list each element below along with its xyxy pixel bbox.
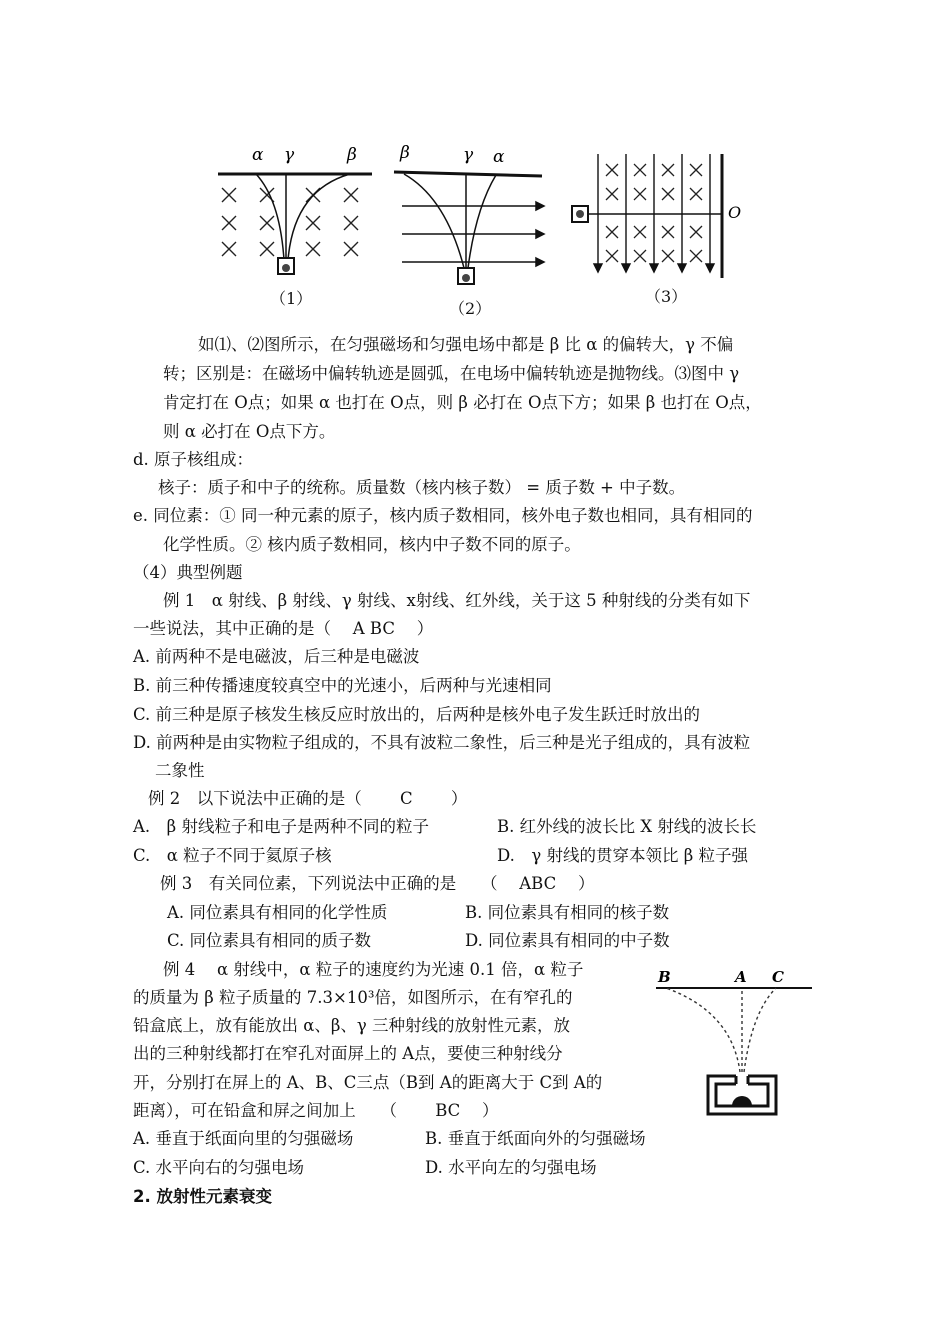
example-4-line-4: 出的三种射线都打在窄孔对面屏上的 A点，要使三种射线分 [133,1044,563,1063]
fig4-radioactive-source [732,1096,752,1106]
fig2-ray-tracks [404,174,496,268]
example-4-option-b: B. 垂直于纸面向外的匀强磁场 [425,1129,646,1148]
fig3-source [576,210,584,218]
example-2-option-d: D. γ 射线的贯穿本领比 β 粒子强 [497,846,749,865]
example-1-option-d-line-2: 二象性 [155,761,205,780]
example-4-line-6: 距离），可在铅盒和屏之间加上 （ BC ） [133,1101,499,1120]
section-2-heading: 2. 放射性元素衰变 [133,1187,272,1206]
fig1-source [282,264,290,272]
example-4-option-c: C. 水平向右的匀强电场 [133,1158,305,1177]
section-e-line-1: e. 同位素：① 同一种元素的原子，核内质子数相同，核外电子数也相同，具有相同的 [133,506,753,525]
para-figures-line-4: 则 α 必打在 O点下方。 [163,422,336,441]
fig1-ray-tracks [256,174,350,260]
fig1-label-beta: β [347,145,357,165]
fig2-label-alpha: α [493,147,505,167]
para-figures-line-3: 肯定打在 O点；如果 α 也打在 O点，则 β 必打在 O点下方；如果 β 也打在 O点， [163,393,762,412]
fig3-caption: （3） [645,287,688,306]
figure-1-magnetic-field [210,140,380,285]
fig4-ray-tracks [666,988,776,1072]
example-4-option-a: A. 垂直于纸面向里的匀强磁场 [133,1129,354,1148]
fig3-field-lines [594,154,714,272]
fig3-point-o: O [728,203,742,222]
fig4-lead-box-outer [708,1076,776,1114]
example-1-option-a: A. 前两种不是电磁波，后三种是电磁波 [133,647,420,666]
example-1-line-2: 一些说法，其中正确的是（ A BC ） [133,619,434,638]
section-d-heading: d. 原子核组成： [133,450,254,469]
example-2-heading: 例 2 以下说法中正确的是（ C ） [148,789,468,808]
fig2-caption: （2） [449,299,492,318]
example-2-option-b: B. 红外线的波长比 X 射线的波长长 [497,817,757,836]
para-figures-line-1: 如⑴、⑵图所示，在匀强磁场和匀强电场中都是 β 比 α 的偏转大，γ 不偏 [198,335,734,354]
example-3-option-c: C. 同位素具有相同的质子数 [167,931,372,950]
fig1-caption: （1） [270,289,313,308]
example-1-line-1: 例 1 α 射线、β 射线、γ 射线、x射线、红外线，关于这 5 种射线的分类有如下 [163,591,751,610]
example-1-option-b: B. 前三种传播速度较真空中的光速小，后两种与光速相同 [133,676,552,695]
example-3-heading: 例 3 有关同位素，下列说法中正确的是 （ ABC ） [160,874,595,893]
section-e-line-2: 化学性质。② 核内质子数相同，核内中子数不同的原子。 [163,535,581,554]
figure-4-lead-box [652,962,817,1118]
fig2-label-gamma: γ [463,145,474,165]
fig2-field-lines [402,202,544,266]
para-figures-line-2: 转；区别是：在磁场中偏转轨迹是圆弧，在电场中偏转轨迹是抛物线。⑶图中 γ [163,364,740,383]
section-d-body: 核子：质子和中子的统称。质量数（核内核子数） = 质子数 + 中子数。 [158,478,686,497]
example-3-option-d: D. 同位素具有相同的中子数 [465,931,670,950]
example-2-option-c: C. α 粒子不同于氦原子核 [133,846,332,865]
figure-2-electric-field [390,138,550,288]
example-4-line-1: 例 4 α 射线中，α 粒子的速度约为光速 0.1 倍，α 粒子 [163,960,584,979]
example-1-option-d-line-1: D. 前两种是由实物粒子组成的，不具有波粒二象性，后三种是光子组成的，具有波粒 [133,733,751,752]
example-1-option-c: C. 前三种是原子核发生核反应时放出的，后两种是核外电子发生跃迁时放出的 [133,705,701,724]
fig4-label-b: B [658,968,671,986]
fig4-label-a: A [735,968,747,986]
fig1-label-gamma: γ [284,145,295,165]
example-4-option-d: D. 水平向左的匀强电场 [425,1158,597,1177]
figure-3-combined-fields [568,152,748,280]
example-4-line-2: 的质量为 β 粒子质量的 7.3×10³倍，如图所示，在有窄孔的 [133,988,573,1007]
example-3-option-b: B. 同位素具有相同的核子数 [465,903,670,922]
section-4-heading: （4）典型例题 [133,563,243,582]
example-4-line-3: 铅盒底上，放有能放出 α、β、γ 三种射线的放射性元素，放 [133,1016,571,1035]
example-2-option-a: A. β 射线粒子和电子是两种不同的粒子 [133,817,429,836]
example-4-line-5: 开，分别打在屏上的 A、B、C三点（B到 A的距离大于 C到 A的 [133,1073,603,1092]
fig1-label-alpha: α [252,145,264,165]
fig2-label-beta: β [400,143,410,163]
example-3-option-a: A. 同位素具有相同的化学性质 [167,903,388,922]
fig4-label-c: C [772,968,784,986]
fig2-screen [394,172,542,176]
fig2-source [462,274,470,282]
